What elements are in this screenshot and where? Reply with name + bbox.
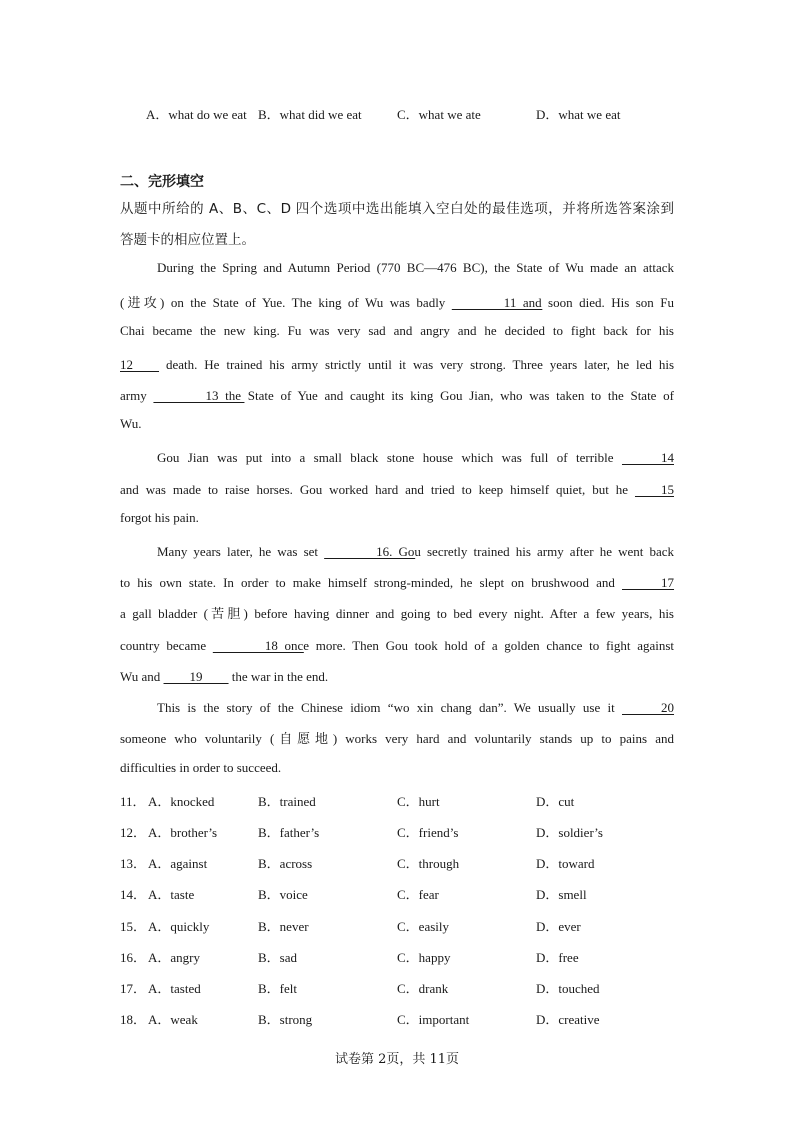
passage-line-10	[157, 541, 674, 560]
question-number: 16．	[120, 950, 147, 965]
choice-d: D．creative	[536, 1012, 600, 1027]
blank-19: 19	[163, 669, 229, 684]
question-number: 17．	[120, 981, 147, 996]
option-d: D．what we eat	[536, 107, 621, 122]
section-heading: 二、完形填空	[120, 174, 204, 190]
passage-text: (进攻) on the State of Yue. The king of Wu was badly	[120, 295, 446, 310]
passage-line-14	[120, 666, 328, 685]
choice-c: C．friend’s	[397, 825, 459, 840]
choice-b: B．never	[258, 919, 309, 934]
blank-17: 17	[622, 575, 675, 590]
passage-text: the war in the end.	[231, 669, 329, 684]
choice-a: A．angry	[148, 950, 200, 965]
instruction-line-2: 答题卡的相应位置上。	[120, 232, 255, 248]
passage-text: to his own state. In order to make himself strong-minded, he slept on brushwood and	[120, 575, 615, 590]
passage-line-16: someone who voluntarily (自愿地) works very hard and voluntarily stands up to pains and	[120, 731, 674, 746]
choice-a: A．against	[148, 856, 208, 871]
passage-text: once more. Then Gou took hold of a golden chance to fight against	[284, 638, 675, 653]
passage-line-8	[120, 479, 674, 498]
passage-line-11	[120, 572, 674, 591]
question-number: 13．	[120, 856, 147, 871]
passage-line-13	[120, 635, 674, 654]
passage-text: and soon died. His son Fu	[522, 295, 675, 310]
choice-b: B．across	[258, 856, 313, 871]
passage-line-12: a gall bladder (苦胆) before having dinner and going to bed every night. After a few years, his	[120, 606, 674, 621]
blank-15: 15	[634, 482, 674, 497]
question-number: 18．	[120, 1012, 147, 1027]
blank-14: 14	[621, 450, 674, 465]
passage-text: army	[120, 388, 147, 403]
choice-a: A．quickly	[148, 919, 210, 934]
option-a: A．what do we eat	[146, 107, 247, 122]
blank-16: 16	[324, 544, 416, 559]
passage-line-17: difficulties in order to succeed.	[120, 760, 282, 775]
option-b: B．what did we eat	[258, 107, 362, 122]
question-number: 14．	[120, 887, 147, 902]
choice-d: D．touched	[536, 981, 600, 996]
choice-b: B．felt	[258, 981, 297, 996]
passage-line-9: forgot his pain.	[120, 510, 199, 525]
passage-line-5	[120, 385, 674, 404]
blank-20: 20	[622, 700, 675, 715]
choice-a: A．tasted	[148, 981, 201, 996]
blank-18: 18	[212, 638, 304, 653]
choice-d: D．toward	[536, 856, 595, 871]
passage-line-6: Wu.	[120, 416, 142, 431]
passage-text: This is the story of the Chinese idiom “wo xin chang dan”. We usually use it	[157, 700, 615, 715]
blank-11: 11	[451, 295, 543, 310]
choice-a: A．knocked	[148, 794, 215, 809]
choice-d: D．soldier’s	[536, 825, 603, 840]
instruction-line-1: 从题中所给的 A、B、C、D 四个选项中选出能填入空白处的最佳选项，并将所选答案涂到	[120, 201, 674, 217]
choice-b: B．trained	[258, 794, 316, 809]
question-number: 15．	[120, 919, 147, 934]
choice-d: D．cut	[536, 794, 575, 809]
choice-d: D．smell	[536, 887, 587, 902]
passage-line-1: During the Spring and Autumn Period (770 BC—476 BC), the State of Wu made an attack	[157, 260, 674, 275]
question-number: 11．	[120, 794, 146, 809]
passage-text: Wu and	[120, 669, 161, 684]
choice-b: B．father’s	[258, 825, 320, 840]
passage-line-3: Chai became the new king. Fu was very sad and angry and he decided to fight back for his	[120, 323, 674, 338]
choice-a: A．taste	[148, 887, 195, 902]
question-number: 12．	[120, 825, 147, 840]
passage-text: country became	[120, 638, 207, 653]
passage-text: the State of Yue and caught its king Gou Jian, who was taken to the State of	[225, 388, 674, 403]
choice-c: C．through	[397, 856, 460, 871]
passage-line-7	[157, 447, 674, 466]
passage-line-4	[120, 354, 674, 373]
passage-text: Many years later, he was set	[157, 544, 319, 559]
choice-b: B．sad	[258, 950, 298, 965]
choice-d: D．ever	[536, 919, 581, 934]
passage-text: Gou Jian was put into a small black stone house which was full of terrible	[157, 450, 614, 465]
blank-12: 12	[120, 357, 160, 372]
choice-c: C．important	[397, 1012, 470, 1027]
choice-c: C．happy	[397, 950, 451, 965]
blank-13: 13	[153, 388, 245, 403]
passage-text: and was made to raise horses. Gou worked hard and tried to keep himself quiet, but he	[120, 482, 629, 497]
passage-line-15	[157, 697, 674, 716]
passage-text: death. He trained his army strictly until it was very strong. Three years later, he led his	[165, 357, 674, 372]
choice-b: B．voice	[258, 887, 308, 902]
option-c: C．what we ate	[397, 107, 481, 122]
passage-line-2	[120, 292, 674, 311]
page-footer: 试卷第 2页，共 11页	[334, 1052, 460, 1067]
choice-a: A．weak	[148, 1012, 198, 1027]
choice-a: A．brother’s	[148, 825, 218, 840]
choice-c: C．drank	[397, 981, 449, 996]
choice-c: C．hurt	[397, 794, 440, 809]
choice-b: B．strong	[258, 1012, 313, 1027]
passage-text: . Gou secretly trained his army after he went back	[389, 544, 674, 559]
choice-c: C．fear	[397, 887, 439, 902]
choice-c: C．easily	[397, 919, 449, 934]
choice-d: D．free	[536, 950, 579, 965]
